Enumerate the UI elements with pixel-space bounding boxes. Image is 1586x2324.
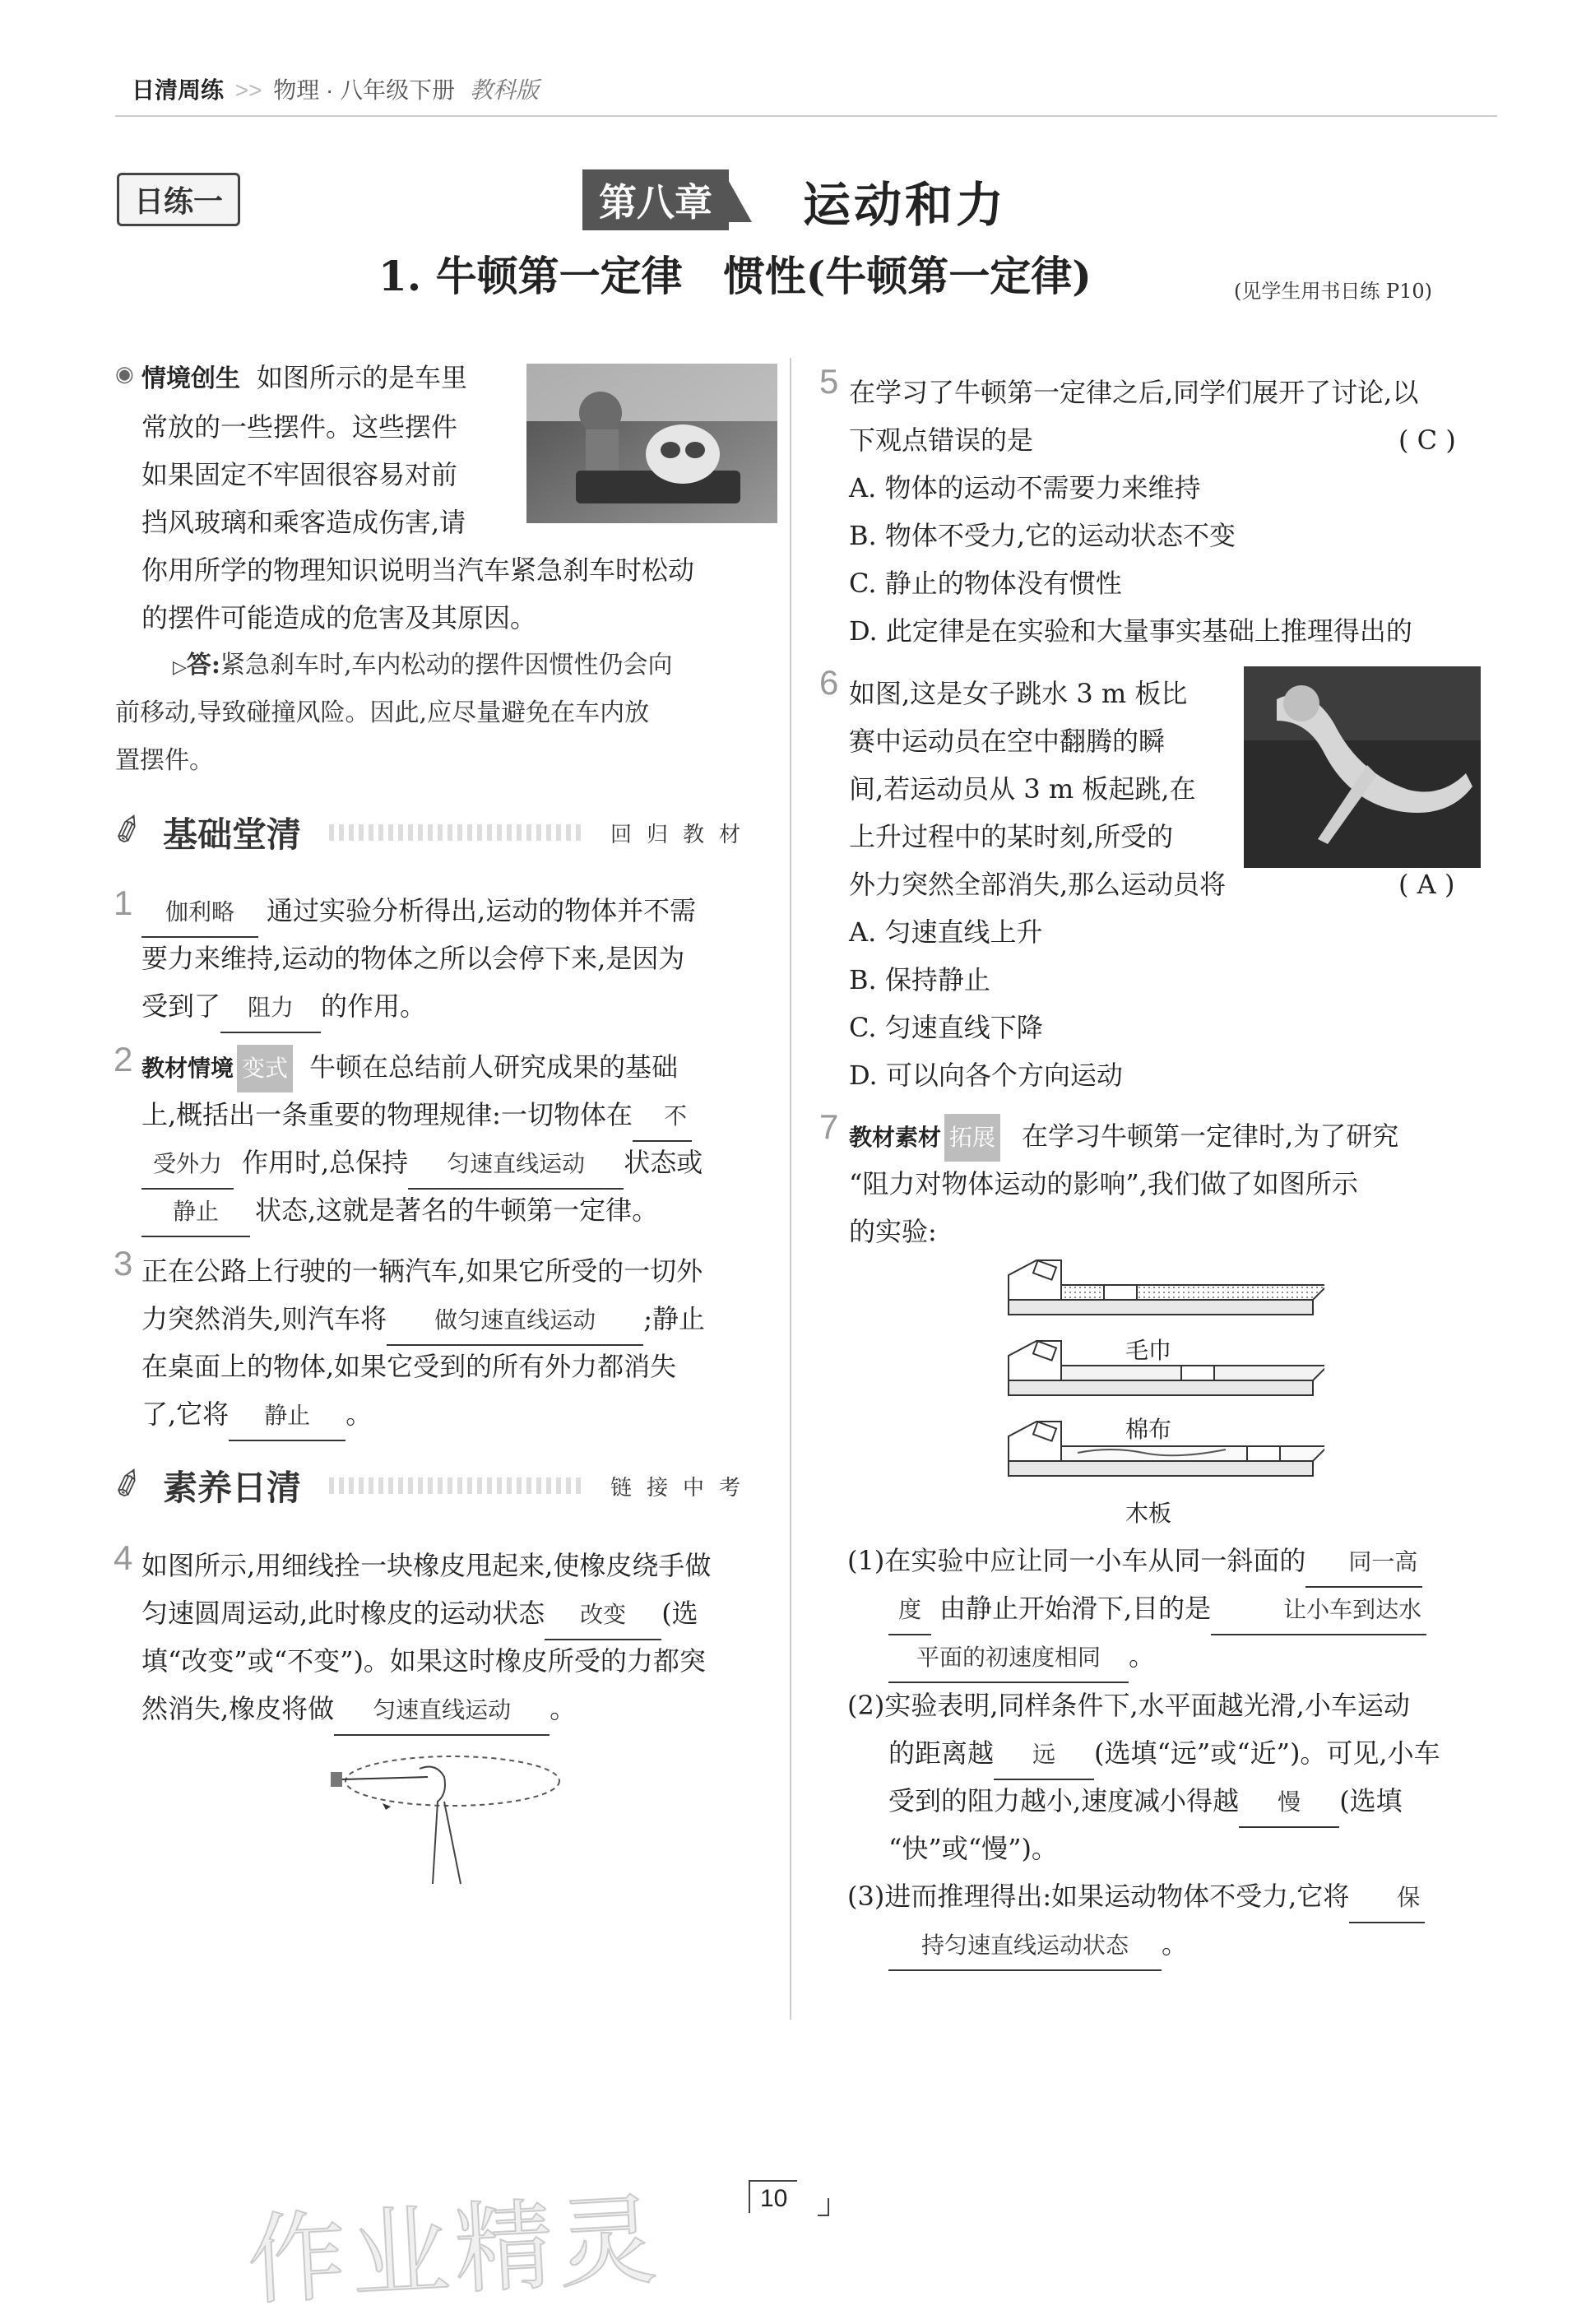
section-dots — [329, 824, 584, 841]
blank-answer: 不 — [633, 1092, 692, 1142]
q2-text: 牛顿在总结前人研究成果的基础 — [309, 1051, 679, 1083]
header-rule — [115, 115, 1497, 117]
q7-part1 — [888, 1584, 1426, 1635]
q3-text: 力突然消失,则汽车将 — [141, 1303, 387, 1334]
lesson-ref: (见学生用书日练 P10) — [1234, 280, 1433, 303]
q1-text: 通过实验分析得出,运动的物体并不需 — [267, 895, 697, 926]
lesson-title: 1. 牛顿第一定律 惯性(牛顿第一定律) — [378, 252, 1092, 300]
section-dots — [329, 1477, 584, 1494]
q7-label: 教材素材 — [849, 1125, 942, 1150]
eraser-circular-motion-figure — [321, 1744, 568, 1892]
section-title: 基础堂清 — [163, 815, 302, 854]
q1-text: 受到了 — [141, 990, 221, 1022]
option: C. 匀速直线下降 — [849, 1012, 1043, 1043]
answer-line: 置摆件。 — [115, 746, 214, 775]
section-subtitle: 回归教材 — [610, 822, 756, 847]
blank-answer: 让小车到达水 — [1211, 1586, 1426, 1635]
q6-line: 赛中运动员在空中翻腾的瞬 — [849, 726, 1166, 757]
q3-line: 正在公路上行驶的一辆汽车,如果它所受的一切外 — [141, 1255, 703, 1287]
blank-answer: 受外力 — [141, 1140, 234, 1190]
blank-answer: 阻力 — [220, 984, 321, 1033]
q1-line — [141, 887, 783, 938]
q4-text: 。 — [550, 1693, 577, 1724]
brand: 日清周练 — [132, 77, 225, 103]
q7-text: 受到的阻力越小,速度减小得越 — [888, 1785, 1240, 1816]
scenario-label: 情境创生 — [141, 365, 240, 392]
scenario-line: 常放的一些摆件。这些摆件 — [141, 411, 458, 443]
q5-line: 在学习了牛顿第一定律之后,同学们展开了讨论,以 — [849, 377, 1419, 408]
bulb-icon: ◉ — [115, 362, 134, 387]
q1-line: 要力来维持,运动的物体之所以会停下来,是因为 — [141, 943, 685, 974]
q1-line — [141, 982, 426, 1033]
edition: 教科版 — [469, 77, 539, 103]
q7-text: 的距离越 — [888, 1737, 995, 1769]
q7-part2: (2)实验表明,同样条件下,水平面越光滑,小车运动 — [847, 1690, 1410, 1721]
column-divider — [790, 358, 791, 2020]
q7-line: 的实验: — [849, 1216, 937, 1247]
chapter-tag: 第八章 — [582, 169, 729, 230]
q4-line: 如图所示,用细线拴一块橡皮甩起来,使橡皮绕手做 — [141, 1550, 712, 1581]
page-number — [749, 2180, 797, 2213]
q3-line: 在桌面上的物体,如果它受到的所有外力都消失 — [141, 1351, 677, 1382]
surface-label: 棉布 — [1125, 1416, 1172, 1443]
question-number: 3 — [114, 1244, 133, 1283]
watermark: 作业精灵 — [244, 2184, 665, 2317]
section-subtitle: 链接中考 — [610, 1475, 756, 1500]
q6-line: 上升过程中的某时刻,所受的 — [849, 821, 1174, 852]
q2-line — [141, 1186, 658, 1237]
q4-text: (选 — [661, 1598, 698, 1629]
section-title: 素养日清 — [163, 1468, 302, 1507]
q7-text: 在学习牛顿第一定律时,为了研究 — [1022, 1120, 1399, 1152]
subject: 物理 · 八年级下册 — [273, 77, 456, 103]
blank-answer: 匀速直线运动 — [408, 1140, 624, 1190]
blank-answer: 做匀速直线运动 — [387, 1297, 643, 1346]
surface-label: 毛巾 — [1125, 1337, 1172, 1364]
blank-answer: 慢 — [1239, 1779, 1339, 1828]
q7-text: 。 — [1162, 1928, 1189, 1960]
q3-line — [141, 1390, 372, 1441]
surface-label: 木板 — [1125, 1500, 1172, 1527]
answer-label: 答: — [186, 651, 220, 680]
q2-line — [141, 1043, 783, 1092]
q2-text: 状态或 — [624, 1147, 703, 1178]
pen-icon: ✐ — [107, 1460, 151, 1510]
blank-answer: 度 — [888, 1586, 931, 1635]
blank-answer: 伽利略 — [141, 888, 258, 938]
answer-line: 紧急刹车时,车内松动的摆件因惯性仍会向 — [220, 651, 673, 680]
q4-line — [141, 1685, 576, 1736]
question-number: 6 — [819, 663, 839, 702]
option: B. 保持静止 — [849, 964, 990, 995]
question-number: 5 — [819, 362, 839, 401]
q4-text: 匀速圆周运动,此时橡皮的运动状态 — [141, 1598, 545, 1629]
q7-part1 — [888, 1632, 1155, 1683]
blank-answer: 改变 — [545, 1591, 661, 1640]
scenario-line: 如果固定不牢固很容易对前 — [141, 459, 458, 490]
day-badge: 日练一 — [117, 173, 240, 226]
choice-answer: ( C ) — [1398, 424, 1456, 456]
scenario-line: 如图所示的是车里 — [257, 362, 468, 393]
q7-text: (3)进而推理得出:如果运动物体不受力,它将 — [847, 1881, 1350, 1912]
q6-line: 间,若运动员从 3 m 板起跳,在 — [849, 773, 1196, 805]
q7-part2: “快”或“慢”)。 — [888, 1833, 1058, 1864]
q2-line — [141, 1091, 692, 1142]
q5-line: 下观点错误的是 — [849, 424, 1034, 456]
q7-text: (选填 — [1339, 1785, 1403, 1816]
q1-text: 的作用。 — [321, 990, 427, 1022]
scenario-line: 的摆件可能造成的危害及其原因。 — [141, 602, 537, 633]
option: C. 静止的物体没有惯性 — [849, 568, 1122, 599]
q4-text: 然消失,橡皮将做 — [141, 1693, 335, 1724]
q6-line: 如图,这是女子跳水 3 m 板比 — [849, 678, 1188, 709]
q3-line — [141, 1295, 705, 1346]
q7-part1 — [847, 1537, 1422, 1588]
blank-answer: 静止 — [229, 1392, 345, 1441]
option: D. 可以向各个方向运动 — [849, 1060, 1123, 1091]
scenario-line: 挡风玻璃和乘客造成伤害,请 — [141, 507, 466, 538]
chapter-tag-corner — [722, 169, 752, 222]
blank-answer: 平面的初速度相同 — [888, 1634, 1129, 1683]
diver-photo — [1244, 666, 1481, 868]
answer-line: 前移动,导致碰撞风险。因此,应尽量避免在车内放 — [115, 698, 650, 727]
q7-tag: 拓展 — [944, 1114, 1000, 1162]
blank-answer: 持匀速直线运动状态 — [888, 1922, 1162, 1971]
answer-block — [173, 642, 781, 692]
q2-label: 教材情境 — [141, 1055, 234, 1081]
q7-part3 — [888, 1920, 1188, 1971]
chapter-title: 运动和力 — [803, 179, 1008, 232]
triangle-icon: ▷ — [173, 657, 187, 678]
page-number-corner — [818, 2198, 829, 2216]
question-number: 1 — [114, 884, 133, 922]
pen-icon: ✐ — [107, 806, 151, 856]
arrows: >> — [234, 77, 262, 103]
option: A. 匀速直线上升 — [849, 916, 1043, 948]
q7-part2 — [888, 1729, 1440, 1780]
q7-part2 — [888, 1777, 1403, 1828]
q6-line: 外力突然全部消失,那么运动员将 — [849, 869, 1227, 900]
q3-text: 。 — [345, 1399, 373, 1430]
q4-line: 填“改变”或“不变”)。如果这时橡皮所受的力都突 — [141, 1645, 706, 1677]
q7-text: 。 — [1129, 1640, 1156, 1672]
q2-line — [141, 1139, 703, 1190]
page-number-text: 10 — [760, 2185, 788, 2212]
blank-answer: 远 — [994, 1731, 1094, 1780]
blank-answer: 匀速直线运动 — [334, 1686, 550, 1736]
blank-answer: 同一高 — [1305, 1538, 1422, 1588]
q7-text: 由静止开始滑下,目的是 — [939, 1593, 1212, 1624]
q2-tag: 变式 — [237, 1045, 293, 1092]
option: A. 物体的运动不需要力来维持 — [849, 472, 1201, 503]
question-number: 7 — [819, 1107, 839, 1146]
q3-text: 了,它将 — [141, 1399, 230, 1430]
option: B. 物体不受力,它的运动状态不变 — [849, 520, 1236, 551]
blank-answer: 静止 — [141, 1188, 250, 1237]
choice-answer: ( A ) — [1398, 869, 1455, 900]
q2-text: 作用时,总保持 — [242, 1147, 409, 1178]
scenario-line: 你用所学的物理知识说明当汽车紧急刹车时松动 — [141, 554, 695, 586]
option: D. 此定律是在实验和大量事实基础上推理得出的 — [849, 615, 1412, 647]
q2-text: 状态,这就是著名的牛顿第一定律。 — [255, 1194, 659, 1226]
running-header — [132, 72, 539, 105]
inclined-plane-experiment-figure — [1004, 1259, 1324, 1530]
q7-line: “阻力对物体运动的影响”,我们做了如图所示 — [849, 1168, 1358, 1199]
q7-part3 — [847, 1872, 1425, 1923]
question-number: 4 — [114, 1538, 133, 1577]
question-number: 2 — [114, 1040, 133, 1079]
q7-text: (1)在实验中应让同一小车从同一斜面的 — [847, 1545, 1306, 1576]
blank-answer: 保 — [1349, 1874, 1425, 1923]
q7-line — [849, 1112, 1491, 1162]
car-ornaments-photo — [526, 364, 777, 523]
q4-line — [141, 1589, 698, 1640]
q2-text: 上,概括出一条重要的物理规律:一切物体在 — [141, 1099, 633, 1130]
q7-text: (选填“远”或“近”)。可见,小车 — [1094, 1737, 1440, 1769]
q3-text: ;静止 — [643, 1303, 705, 1334]
towel-track — [1009, 1260, 1324, 1315]
